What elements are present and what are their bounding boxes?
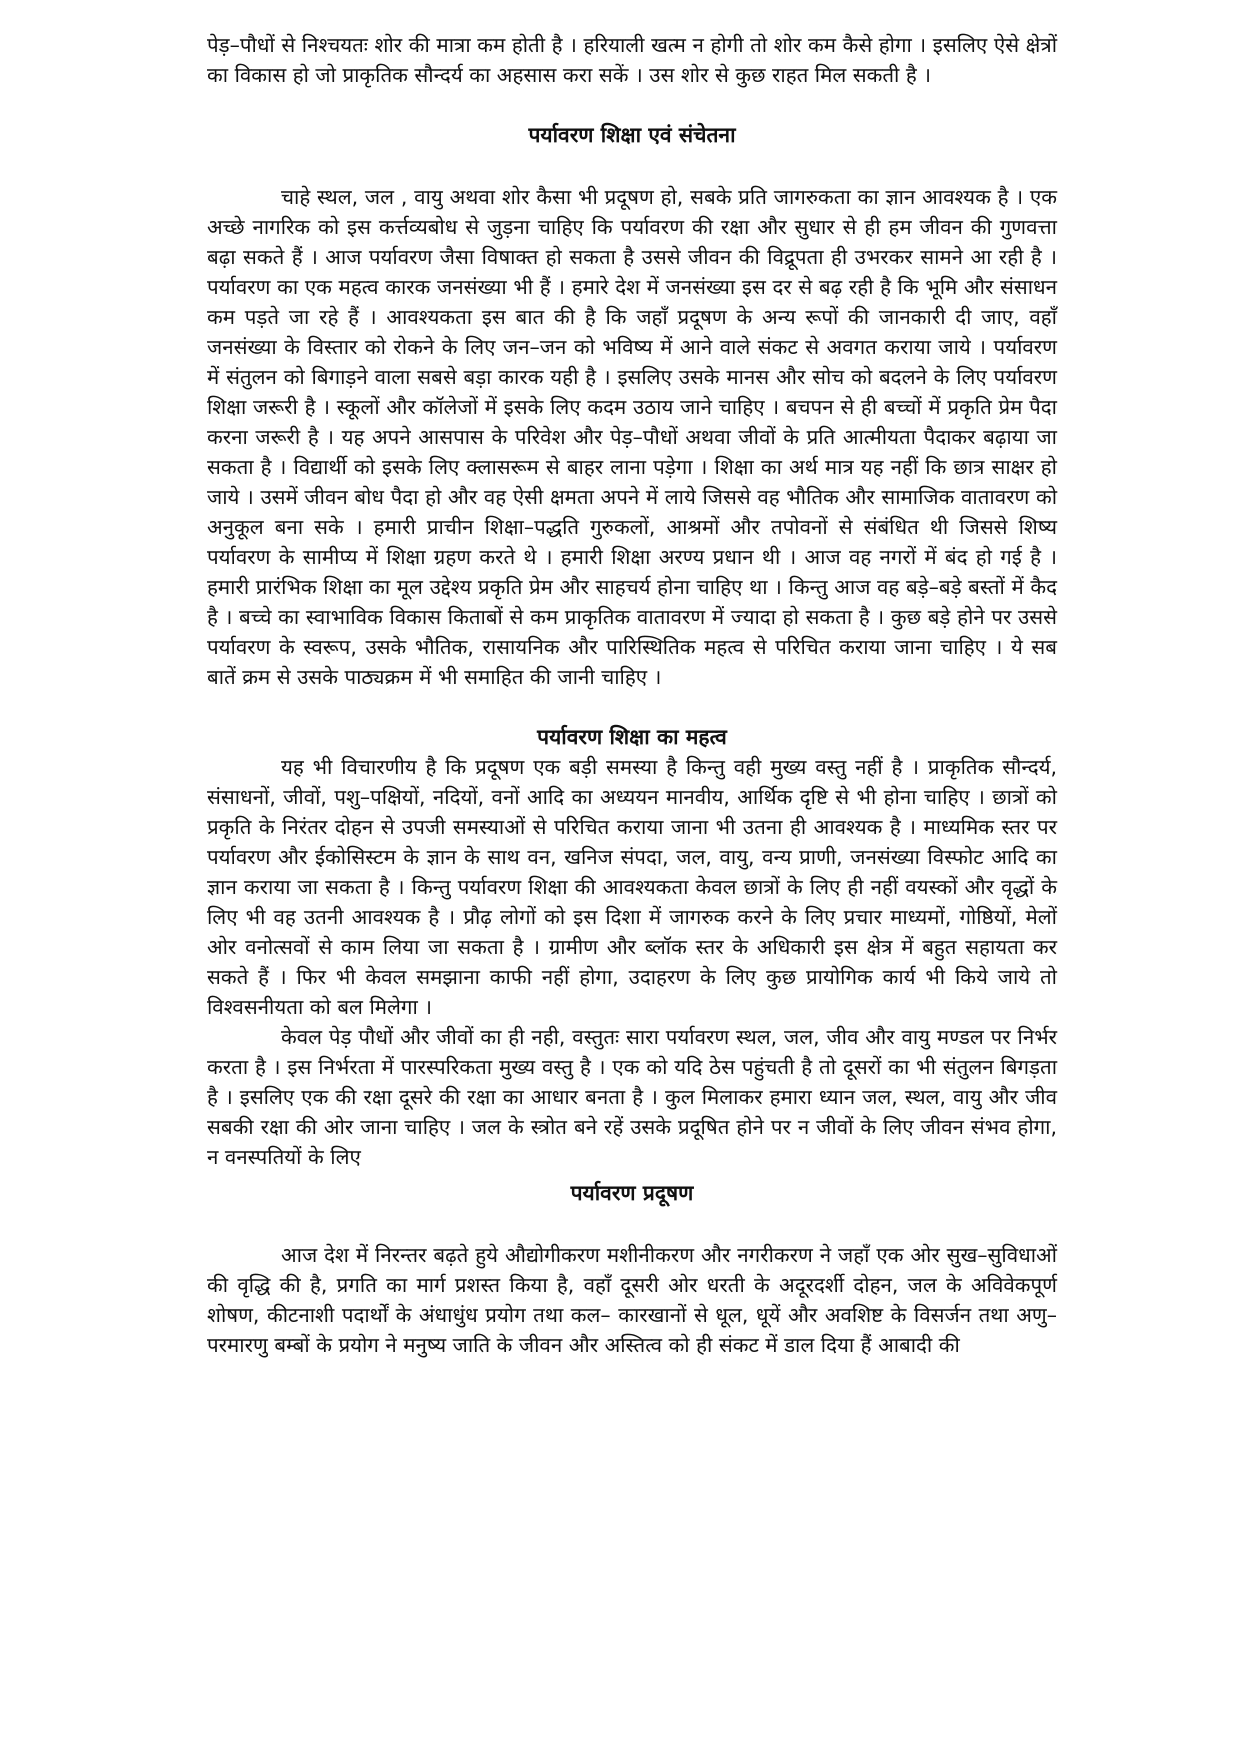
section1-paragraph: चाहे स्थल, जल , वायु अथवा शोर कैसा भी प्रदूषण हो, सबके प्रति जागरुकता का ज्ञान आवश्यक है । एक अच्छे नागरिक को इस कर्त्तव्यबोध से जुड़ना चाहिए कि पर्यावरण की रक्षा और सुधार से ही हम जीवन की गुणवत्ता बढ़ा सकते हैं । आज पर्यावरण जैसा विषाक्त हो सकता है उससे जीवन की विद्रूपता ही उभरकर सामने आ रही है । पर्यावरण का एक महत्व कारक जनसंख्या भी हैं । हमारे देश में जनसंख्या इस दर से बढ़ रही है कि भूमि और संसाधन कम पड़ते जा रहे हैं । आवश्यकता इस बात की है कि जहाँ प्रदूषण के अन्य रूपों की जानकारी दी जाए, वहाँ जनसंख्या के विस्तार को रोकने के लिए जन–जन को भविष्य में आने वाले संकट से अवगत कराया जाये । पर्यावरण में संतुलन को बिगाड़ने वाला सबसे बड़ा कारक यही है । इसलिए उसके मानस और सोच को बदलने के लिए पर्यावरण शिक्षा जरूरी है । स्कूलों और कॉलेजों में इसके लिए कदम उठाय जाने चाहिए । बचपन से ही बच्चों में प्रकृति प्रेम पैदा करना जरूरी है । यह अपने आसपास के परिवेश और पेड़–पौधों अथवा जीवों के प्रति आत्मीयता पैदाकर बढ़ाया जा सकता है । विद्यार्थी को इसके लिए क्लासरूम से बाहर लाना पड़ेगा । शिक्षा का अर्थ मात्र यह नहीं कि छात्र साक्षर हो जाये । उसमें जीवन बोध पैदा हो और वह ऐसी क्षमता अपने में लाये जिससे वह भौतिक और सामाजिक वातावरण को अनुकूल बना सके । हमारी प्राचीन शिक्षा–पद्धति गुरुकलों, आश्रमों और तपोवनों से संबंधित थी जिससे शिष्य पर्यावरण के सामीप्य में शिक्षा ग्रहण करते थे । हमारी शिक्षा अरण्य प्रधान थी । आज वह नगरों में बंद हो गई है । हमारी प्रारंभिक शिक्षा का मूल उद्देश्य प्रकृति प्रेम और साहचर्य होना चाहिए था । किन्तु आज वह बड़े–बड़े बस्तों में कैद है । बच्चे का स्वाभाविक विकास किताबों से कम प्राकृतिक वातावरण में ज्यादा हो सकता है । कुछ बड़े होने पर उससे पर्यावरण के स्वरूप, उसके भौतिक, रासायनिक और पारिस्थितिक महत्व से परिचित कराया जाना चाहिए । ये सब बातें क्रम से उसके पाठ्यक्रम में भी समाहित की जानी चाहिए । bbox=[207, 185, 1058, 689]
section-heading-environment-education-awareness: पर्यावरण शिक्षा एवं संचेतना bbox=[528, 123, 736, 147]
section-heading-importance-of-environment-education: पर्यावरण शिक्षा का महत्व bbox=[537, 725, 727, 749]
section2-paragraph-1: यह भी विचारणीय है कि प्रदूषण एक बड़ी समस्या है किन्तु वही मुख्य वस्तु नहीं है । प्राकृतिक सौन्दर्य, संसाधनों, जीवों, पशु–पक्षियों, नदियों, वनों आदि का अध्ययन मानवीय, आर्थिक दृष्टि से भी होना चाहिए । छात्रों को प्रकृति के निरंतर दोहन से उपजी समस्याओं से परिचित कराया जाना भी उतना ही आवश्यक है । माध्यमिक स्तर पर पर्यावरण और ईकोसिस्टम के ज्ञान के साथ वन, खनिज संपदा, जल, वायु, वन्य प्राणी, जनसंख्या विस्फोट आदि का ज्ञान कराया जा सकता है । किन्तु पर्यावरण शिक्षा की आवश्यकता केवल छात्रों के लिए ही नहीं वयस्कों और वृद्धों के लिए भी वह उतनी आवश्यक है । प्रौढ़ लोगों को इस दिशा में जागरुक करने के लिए प्रचार माध्यमों, गोष्ठियों, मेलों ओर वनोत्सवों से काम लिया जा सकता है । ग्रामीण और ब्लॉक स्तर के अधिकारी इस क्षेत्र में बहुत सहायता कर सकते हैं । फिर भी केवल समझाना काफी नहीं होगा, उदाहरण के लिए कुछ प्रायोगिक कार्य भी किये जाये तो विश्वसनीयता को बल मिलेगा । bbox=[207, 755, 1057, 1019]
section-heading-environment-pollution: पर्यावरण प्रदूषण bbox=[570, 1181, 694, 1205]
intro-paragraph: पेड़–पौधों से निश्चयतः शोर की मात्रा कम होती है । हरियाली खत्म न होगी तो शोर कम कैसे होगा । इसलिए ऐसे क्षेत्रों का विकास हो जो प्राकृतिक सौन्दर्य का अहसास करा सकें । उस शोर से कुछ राहत मिल सकती है । bbox=[207, 33, 1057, 87]
section2-paragraph-2: केवल पेड़ पौधों और जीवों का ही नही, वस्तुतः सारा पर्यावरण स्थल, जल, जीव और वायु मण्डल पर निर्भर करता है । इस निर्भरता में पारस्परिकता मुख्य वस्तु है । एक को यदि ठेस पहुंचती है तो दूसरों का भी संतुलन बिगड़ता है । इसलिए एक की रक्षा दूसरे की रक्षा का आधार बनता है । कुल मिलाकर हमारा ध्यान जल, स्थल, वायु और जीव सबकी रक्षा की ओर जाना चाहिए । जल के स्त्रोत बने रहें उसके प्रदूषित होने पर न जीवों के लिए जीवन संभव होगा, न वनस्पतियों के लिए bbox=[207, 1025, 1057, 1169]
section3-paragraph: आज देश में निरन्तर बढ़ते हुये औद्योगीकरण मशीनीकरण और नगरीकरण ने जहाँ एक ओर सुख–सुविधाओं की वृद्धि की है, प्रगति का मार्ग प्रशस्त किया है, वहाँ दूसरी ओर धरती के अदूरदर्शी दोहन, जल के अविवेकपूर्ण शोषण, कीटनाशी पदार्थों के अंधाधुंध प्रयोग तथा कल– कारखानों से धूल, धूयें और अवशिष्ट के विसर्जन तथा अणु–परमारणु बम्बों के प्रयोग ने मनुष्य जाति के जीवन और अस्तित्व को ही संकट में डाल दिया हैं आबादी की bbox=[207, 1243, 1057, 1357]
document-page bbox=[207, 30, 1057, 1360]
